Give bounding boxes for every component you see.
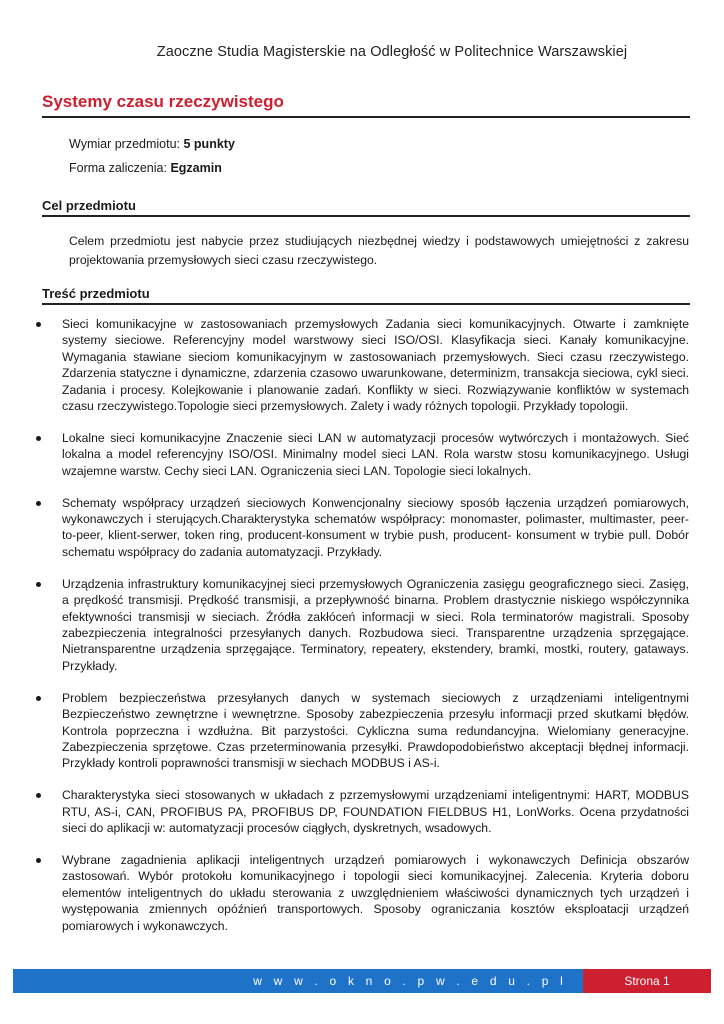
- list-item-text: Charakterystyka sieci stosowanych w układach z pzrzemysłowymi urządzeniami inteligentnymi: HART, MODBUS RTU, AS-i, CAN, PROFIBUS PA, PROFIBUS DP, FOUNDATION FIELDBUS H1, LonWorks. Ocena przydatności sieci do aplikacji w: automatyzacji procesów ciągłych, dyskretnych, wsadowych.: [62, 788, 689, 836]
- page-number: Strona 1: [583, 969, 711, 993]
- bullet-icon: [36, 322, 41, 327]
- list-item-text: Schematy współpracy urządzeń sieciowych Konwencjonalny sieciowy sposób łączenia urządzeń pomiarowych, wykonawczych i sterujących.Charakterystyka schematów współpracy: monomaster, polimaster, multimaster, peer-to-peer, klient-serwer, token ring, producent-konsument w trybie push, producent- konsument w trybie pull. Dobór schematu współpracy do zadania automatyzacji. Przykłady.: [62, 495, 689, 559]
- page-footer: [13, 969, 711, 993]
- list-item-text: Wybrane zagadnienia aplikacji inteligentnych urządzeń pomiarowych i wykonawczych Definicja obszarów zastosowań. Wybór protokołu komunikacyjnego i topologii sieci komunikacyjnej. Zalecenia. Kryteria doboru elementów inteligentnych do układu sterowania z uwzględnieniem właściwości dynamicznych tych urządzeń i występowania zmiennych opóźnień transportowych. Sposoby ograniczania kosztów eksploatacji urządzeń pomiarowych i wykonawczych.: [62, 852, 689, 933]
- assessment-line: [69, 161, 222, 175]
- list-item: [0, 787, 689, 836]
- list-item-text: Problem bezpieczeństwa przesyłanych danych w systemach sieciowych z urządzeniami inteligentnymi Bezpieczeństwo zewnętrzne i wewnętrzne. Sposoby zabezpieczenia przesyłu informacji przed skutkami błędów. Kontrola poprzeczna i wzdłużna. Bit parzystości. Cykliczna suma redundancyjna. Wielomiany generacyjne. Zabezpieczenia sprzętowe. Czas przeterminowania przesyłki. Prawdopodobieństwo akceptacji błędnej informacji. Przykłady kontroli poprawności transmisji w siechach MODBUS i AS-i.: [62, 690, 689, 771]
- bullet-icon: [36, 793, 41, 798]
- list-item: [0, 852, 689, 934]
- title-divider: [42, 116, 690, 118]
- assessment-label: Forma zaliczenia:: [69, 161, 171, 175]
- page-title: Systemy czasu rzeczywistego: [42, 92, 284, 111]
- credits-line: [69, 137, 235, 151]
- list-item-text: Sieci komunikacyjne w zastosowaniach przemysłowych Zadania sieci komunikacyjnych. Otwarte i zamknięte systemy sieciowe. Referencyjny model warstwowy sieci ISO/OSI. Klasyfikacja sieci. Kanały komunikacyjne. Wymagania stawiane sieciom komunikacyjnym w zastosowaniach przemysłowych. Sieci czasu rzeczywistego. Zdarzenia statyczne i dynamiczne, zdarzenia czasowo uwarunkowane, determinizm, transakcja sieciowa, cykl sieci. Zadania i procesy. Kolejkowanie i planowanie zadań. Konflikty w sieci. Rozwiązywanie konfliktów w systemach czasu rzeczywistego.Topologie sieci przemysłowych. Zalety i wady różnych topologii. Przykłady topologii.: [62, 317, 689, 414]
- tresc-divider: [42, 303, 690, 305]
- section-heading-tresc: Treść przedmiotu: [42, 286, 150, 301]
- credits-label: Wymiar przedmiotu:: [69, 137, 184, 151]
- list-item: [0, 495, 689, 561]
- bullet-icon: [36, 501, 41, 506]
- list-item-text: Lokalne sieci komunikacyjne Znaczenie sieci LAN w automatyzacji procesów wytwórczych i montażowych. Sieć lokalna a model referencyjny ISO/OSI. Minimalny model sieci LAN. Rola warstw stosu komunikacyjnego. Usługi wzajemne warstw. Cechy sieci LAN. Ograniczenia sieci LAN. Topologie sieci lokalnych.: [62, 430, 689, 478]
- institution-name: Zaoczne Studia Magisterskie na Odległość w Politechnice Warszawskiej: [156, 44, 628, 60]
- bullet-icon: [36, 436, 41, 441]
- bullet-icon: [36, 582, 41, 587]
- bullet-icon: [36, 858, 41, 863]
- list-item: [0, 430, 689, 479]
- credits-value: 5 punkty: [183, 137, 235, 151]
- footer-url-link[interactable]: w w w . o k n o . p w . e d u . p l: [253, 974, 567, 988]
- cel-paragraph: Celem przedmiotu jest nabycie przez studiujących niezbędnej wiedzy i podstawowych umiejętności z zakresu projektowania przemysłowych sieci czasu rzeczywistego.: [69, 234, 689, 267]
- list-item: [0, 316, 689, 414]
- assessment-value: Egzamin: [170, 161, 222, 175]
- list-item-text: Urządzenia infrastruktury komunikacyjnej sieci przemysłowych Ograniczenia zasięgu geograficznego sieci. Zasięg, a prędkość transmisji. Prędkość transmisji, a przepływność binarna. Problem drastycznie niskiego współczynnika efektywności transmisji w sieciach. Źródła zakłóceń informacji w sieci. Rola terminatorów magistrali. Sposoby zabezpieczenia integralności przesyłanych danych. Rozbudowa sieci. Transparentne urządzenia sprzęgające. Nietransparentne urządzenia sprzęgające. Terminatory, repeatery, ekstendery, bramki, mostki, routery, gataways. Przykłady.: [62, 576, 689, 673]
- content-list: [0, 316, 724, 950]
- cel-divider: [42, 215, 690, 217]
- list-item: [0, 690, 689, 772]
- page-header: [0, 44, 724, 60]
- section-heading-cel: Cel przedmiotu: [42, 198, 136, 213]
- list-item: [0, 576, 689, 674]
- bullet-icon: [36, 696, 41, 701]
